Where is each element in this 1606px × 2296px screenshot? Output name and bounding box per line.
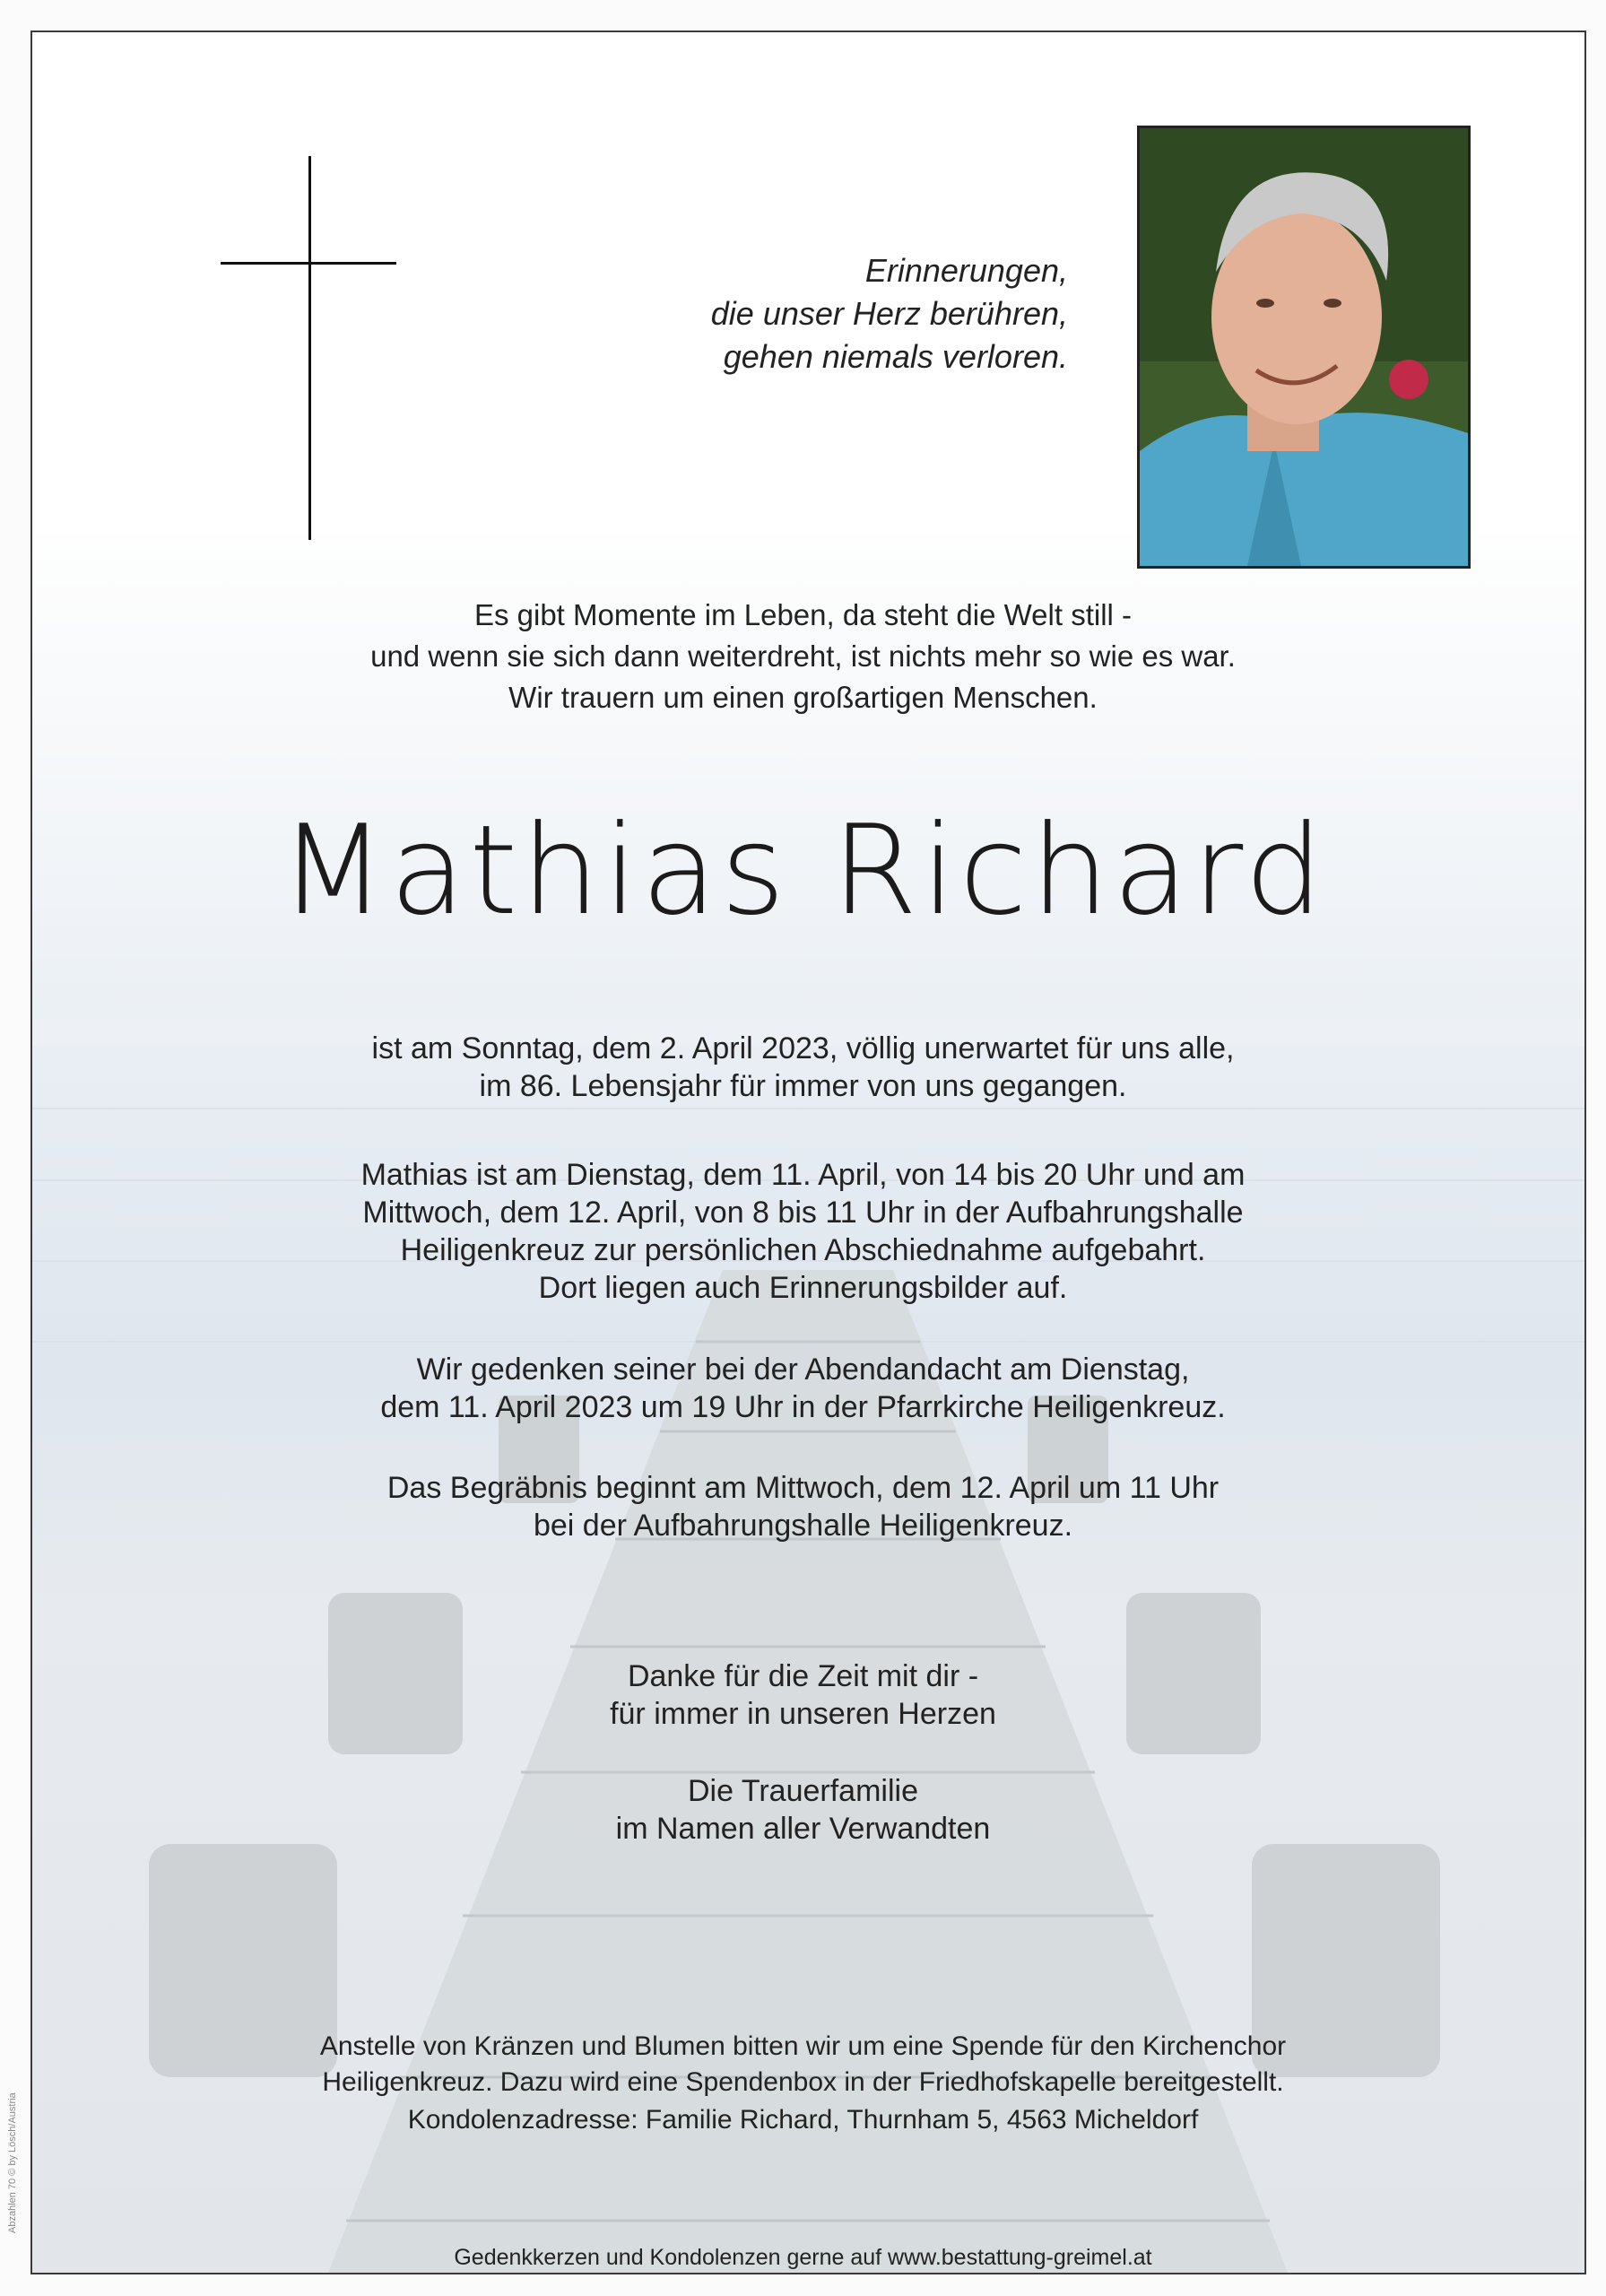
quote-line: die unser Herz berühren, [710,295,1068,332]
text-line: Die Trauerfamilie [688,1774,918,1808]
death-announcement [0,1030,1606,1105]
text-line: dem 11. April 2023 um 19 Uhr in der Pfarrkirche Heiligenkreuz. [380,1390,1226,1424]
intro-line: und wenn sie sich dann weiterdreht, ist nichts mehr so wie es war. [370,639,1236,673]
text-line: ist am Sonntag, dem 2. April 2023, völlig unerwartet für uns alle, [371,1031,1235,1065]
condolence-address: Kondolenzadresse: Familie Richard, Thurnham 5, 4563 Micheldorf [407,2105,1199,2135]
text-line: Mittwoch, dem 12. April, von 8 bis 11 Uhr in der Aufbahrungshalle [362,1196,1244,1230]
text-line: Mathias ist am Dienstag, dem 11. April, von 14 bis 20 Uhr und am [360,1158,1246,1192]
text-line: Wir gedenken seiner bei der Abendandacht am Dienstag, [416,1352,1190,1387]
text-line: Das Begräbnis beginnt am Mittwoch, dem 12. April um 11 Uhr [386,1471,1220,1505]
memorial-quote [711,249,1068,378]
portrait-photo [1137,126,1471,569]
intro-line: Es gibt Momente im Leben, da steht die Welt still - [473,598,1133,631]
text-line: Heiligenkreuz. Dazu wird eine Spendenbox in der Friedhofskapelle bereitgestellt. [322,2067,1284,2097]
cross-icon-horizontal [221,262,396,265]
quote-line: gehen niemals verloren. [723,338,1068,375]
text-line: Dort liegen auch Erinnerungsbilder auf. [538,1271,1068,1305]
text-line: Heiligenkreuz zur persönlichen Abschiednahme aufgebahrt. [400,1233,1206,1267]
viewing-info [0,1156,1606,1307]
side-credit: Abzahlen 70 © by Lösch/Austria [7,2092,18,2233]
deceased-name: Mathias Richard [279,798,1327,943]
text-line: für immer in unseren Herzen [610,1697,996,1731]
text-line: Anstelle von Kränzen und Blumen bitten wir um eine Spende für den Kirchenchor [319,2031,1287,2061]
thanks-text [0,1657,1606,1733]
vigil-info [0,1351,1606,1426]
family-signature [0,1772,1606,1848]
quote-line: Erinnerungen, [864,252,1068,289]
cross-icon-vertical [308,156,311,540]
text-line: Danke für die Zeit mit dir - [627,1659,979,1693]
intro-text [0,595,1606,718]
text-line: im Namen aller Verwandten [615,1812,991,1846]
website-line: Gedenkkerzen und Kondolenzen gerne auf www.bestattung-greimel.at [454,2245,1152,2270]
intro-line: Wir trauern um einen großartigen Menschen. [508,681,1098,714]
text-line: im 86. Lebensjahr für immer von uns gegangen. [479,1069,1127,1103]
donation-notice [0,2029,1606,2100]
funeral-info [0,1469,1606,1544]
text-line: bei der Aufbahrungshalle Heiligenkreuz. [533,1509,1073,1543]
